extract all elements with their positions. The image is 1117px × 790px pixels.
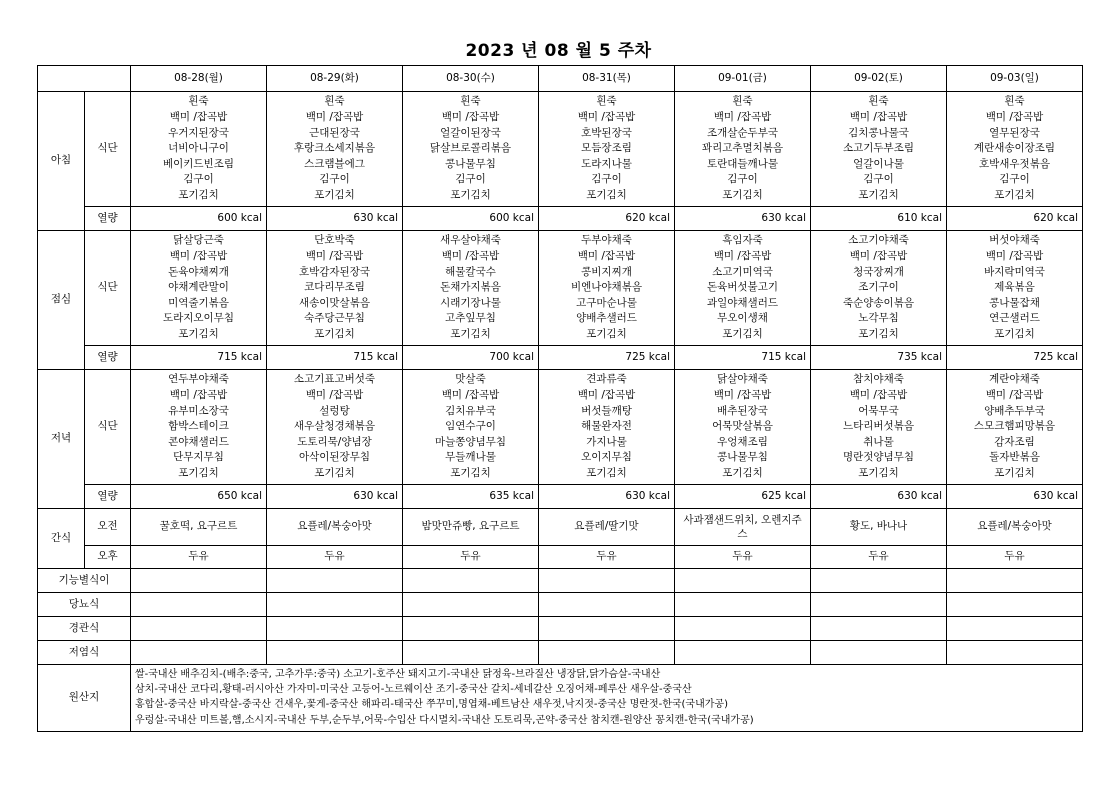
dish-item: 닭살당근죽 (173, 234, 224, 247)
dish-item: 백미 /잡곡밥 (713, 111, 772, 124)
dish-list (539, 372, 674, 481)
dish-item: 백미 /잡곡밥 (577, 389, 636, 402)
dish-item: 콩비지찌개 (581, 265, 632, 278)
dish-item: 백미 /잡곡밥 (305, 250, 364, 263)
origin-line: 홍합살-중국산 바지락살-중국산 건새우,꽃게-중국산 해파리-태국산 쭈꾸미,명엽채-베트남산 새우젓,낙지젓-중국산 명란젓-한국(국내가공) (135, 699, 728, 711)
dish-item: 소고기표고버섯죽 (293, 373, 376, 386)
dish-list (131, 233, 266, 342)
special-diet-cell (947, 641, 1083, 665)
dish-item: 고추잎무침 (445, 312, 496, 325)
dinner-kcal: 630 kcal (947, 485, 1083, 509)
am-snack: 요플레/복숭아맛 (267, 509, 403, 546)
dinner-menu-cell (947, 370, 1083, 485)
dish-item: 계란야채죽 (989, 373, 1040, 386)
dinner-menu-cell (131, 370, 267, 485)
dish-item: 열무된장국 (989, 126, 1040, 139)
dish-item: 포기김치 (858, 327, 899, 340)
breakfast-kcal: 610 kcal (811, 207, 947, 231)
dish-item: 느타리버섯볶음 (842, 420, 914, 433)
dinner-menu-cell (539, 370, 675, 485)
dish-item: 모듬장조림 (581, 142, 632, 155)
dish-item: 꽈리고추멸치볶음 (701, 142, 784, 155)
dish-item: 해물칼국수 (445, 265, 496, 278)
dish-item: 돈채가지볶음 (440, 281, 501, 294)
dish-list (403, 233, 538, 342)
special-diet-cell (947, 617, 1083, 641)
dish-item: 콩나물무침 (717, 451, 768, 464)
dish-item: 소고기야채죽 (848, 234, 909, 247)
dinner-kcal: 635 kcal (403, 485, 539, 509)
dish-item: 호박감자된장국 (298, 265, 370, 278)
dish-list (675, 372, 810, 481)
special-diet-cell (539, 641, 675, 665)
page-title: 2023 년 08 월 5 주차 (465, 41, 652, 61)
dish-item: 오이지무침 (581, 451, 632, 464)
calories-label: 열량 (85, 485, 131, 509)
lunch-kcal: 715 kcal (131, 346, 267, 370)
am-snack: 밤맛만쥬빵, 요구르트 (403, 509, 539, 546)
special-diet-label: 당뇨식 (38, 593, 131, 617)
dish-item: 백미 /잡곡밥 (849, 389, 908, 402)
dish-item: 백미 /잡곡밥 (849, 111, 908, 124)
dish-item: 콩나물무침 (445, 157, 496, 170)
dish-item: 가지나물 (586, 435, 627, 448)
dish-item: 김구이 (999, 173, 1030, 186)
dish-item: 두부야채죽 (581, 234, 632, 247)
dinner-menu-cell (267, 370, 403, 485)
dish-item: 포기김치 (722, 188, 763, 201)
lunch-menu-cell (811, 231, 947, 346)
snack-label: 간식 (38, 509, 85, 569)
dish-item: 취나물 (863, 435, 894, 448)
dish-item: 너비아니구이 (168, 142, 229, 155)
dish-item: 도라지오이무침 (162, 312, 234, 325)
dish-item: 돌자반볶음 (989, 451, 1040, 464)
dish-item: 포기김치 (178, 188, 219, 201)
calories-label: 열량 (85, 207, 131, 231)
origin-line: 삼치-국내산 코다리,황태-러시아산 가자미-미국산 고등어-노르웨이산 조기-중국산 갈치-세네갈산 오징어채-페루산 새우살-중국산 (135, 684, 692, 696)
dish-item: 김구이 (591, 173, 622, 186)
special-diet-cell (539, 593, 675, 617)
dish-item: 시래기장나물 (440, 296, 501, 309)
dish-item: 버섯들깨탕 (581, 404, 632, 417)
snack-line: 스 (737, 528, 748, 540)
dish-item: 미역줄기볶음 (168, 296, 229, 309)
dish-item: 양배추샐러드 (576, 312, 637, 325)
pm-snack: 두유 (539, 546, 675, 569)
dish-item: 새송이맛살볶음 (298, 296, 370, 309)
am-snack: 요플레/딸기맛 (539, 509, 675, 546)
origin-line: 우렁살-국내산 미트볼,햄,소시지-국내산 두부,순두부,어묵-수입산 다시멸치-국내산 도토리묵,곤약-중국산 참치캔-원양산 꽁치캔-한국(국내가공) (135, 714, 754, 726)
day-header: 08-29(화) (267, 66, 403, 92)
dish-item: 포기김치 (178, 327, 219, 340)
dinner-menu-cell (811, 370, 947, 485)
origin-line: 쌀-국내산 배추김치-(배추:중국, 고추가루:중국) 소고기-호주산 돼지고기-국내산 닭정육-브라질산 냉장닭,닭가슴살-국내산 (135, 669, 661, 680)
dish-item: 무들깨나물 (445, 451, 496, 464)
dish-item: 무오이생채 (717, 312, 768, 325)
day-header: 09-01(금) (675, 66, 811, 92)
dish-item: 호박된장국 (581, 126, 632, 139)
dish-item: 배추된장국 (717, 404, 768, 417)
dish-item: 포기김치 (994, 466, 1035, 479)
dish-item: 청국장찌개 (853, 265, 904, 278)
special-diet-label: 저염식 (38, 641, 131, 665)
am-snack: 꿀호떡, 요구르트 (131, 509, 267, 546)
dish-item: 임연수구이 (445, 420, 496, 433)
dish-item: 백미 /잡곡밥 (985, 250, 1044, 263)
dish-item: 흰죽 (596, 95, 617, 108)
special-diet-cell (131, 593, 267, 617)
pm-snack: 두유 (131, 546, 267, 569)
dish-item: 돈육야채찌개 (168, 265, 229, 278)
dish-item: 후랑크소세지볶음 (293, 142, 376, 155)
dish-item: 조개살순두부국 (706, 126, 778, 139)
dish-item: 흰죽 (868, 95, 889, 108)
day-header: 08-31(목) (539, 66, 675, 92)
dish-item: 어묵맛살볶음 (712, 420, 773, 433)
special-diet-cell (947, 569, 1083, 593)
dish-item: 닭살브로콜리볶음 (429, 142, 512, 155)
lunch-kcal: 735 kcal (811, 346, 947, 370)
dish-item: 제육볶음 (994, 281, 1035, 294)
dish-item: 흰죽 (732, 95, 753, 108)
breakfast-kcal: 630 kcal (267, 207, 403, 231)
special-diet-cell (675, 617, 811, 641)
dish-item: 얼갈이나물 (853, 157, 904, 170)
breakfast-kcal: 630 kcal (675, 207, 811, 231)
special-diet-cell (267, 593, 403, 617)
special-diet-cell (675, 569, 811, 593)
special-diet-cell (403, 617, 539, 641)
dish-item: 소고기미역국 (712, 265, 773, 278)
dish-item: 포기김치 (586, 327, 627, 340)
dish-item: 흰죽 (1004, 95, 1025, 108)
dish-item: 도토리묵/양념장 (297, 435, 372, 448)
dish-item: 우거지된장국 (168, 126, 229, 139)
dish-item: 단무지무침 (173, 451, 224, 464)
dish-item: 바지락미역국 (984, 265, 1045, 278)
special-diet-cell (267, 617, 403, 641)
dish-item: 포기김치 (994, 327, 1035, 340)
dish-item: 백미 /잡곡밥 (849, 250, 908, 263)
dish-item: 백미 /잡곡밥 (441, 389, 500, 402)
dinner-kcal: 630 kcal (267, 485, 403, 509)
dish-item: 스크램블에그 (304, 157, 365, 170)
dish-item: 어묵무국 (858, 404, 899, 417)
dish-item: 참치야채죽 (853, 373, 904, 386)
dish-item: 김치콩나물국 (848, 126, 909, 139)
lunch-menu-cell (539, 231, 675, 346)
pm-label: 오후 (85, 546, 131, 569)
dish-item: 백미 /잡곡밥 (713, 250, 772, 263)
dish-item: 함박스테이크 (168, 420, 229, 433)
dish-item: 연두부야채죽 (168, 373, 229, 386)
dish-item: 코다리무조림 (304, 281, 365, 294)
dish-item: 김구이 (319, 173, 350, 186)
special-diet-cell (403, 593, 539, 617)
dish-item: 죽순양송이볶음 (842, 296, 914, 309)
lunch-menu-cell (947, 231, 1083, 346)
snack-line: 사과잼샌드위치, 오렌지주 (683, 514, 802, 526)
dish-list (131, 372, 266, 481)
corner-cell (38, 66, 131, 92)
dish-item: 백미 /잡곡밥 (577, 111, 636, 124)
special-diet-cell (403, 641, 539, 665)
dish-item: 베이키드빈조림 (162, 157, 234, 170)
dish-item: 포기김치 (858, 188, 899, 201)
dish-item: 연근샐러드 (989, 312, 1040, 325)
special-diet-cell (539, 617, 675, 641)
dish-item: 백미 /잡곡밥 (305, 111, 364, 124)
origin-label: 원산지 (38, 665, 131, 732)
dish-item: 포기김치 (722, 327, 763, 340)
lunch-menu-cell (131, 231, 267, 346)
dish-item: 양배추두부국 (984, 404, 1045, 417)
dish-item: 조기구이 (858, 281, 899, 294)
dish-item: 우엉채조림 (717, 435, 768, 448)
dish-item: 백미 /잡곡밥 (441, 111, 500, 124)
am-label: 오전 (85, 509, 131, 546)
dish-list (267, 233, 402, 342)
breakfast-menu-cell (267, 92, 403, 207)
special-diet-cell (811, 641, 947, 665)
dish-list (403, 94, 538, 203)
dinner-menu-cell (675, 370, 811, 485)
dish-item: 닭살야채죽 (717, 373, 768, 386)
dinner-menu-cell (403, 370, 539, 485)
dish-item: 김구이 (727, 173, 758, 186)
dish-item: 아삭이된장무침 (298, 451, 370, 464)
pm-snack: 두유 (403, 546, 539, 569)
special-diet-cell (267, 641, 403, 665)
special-diet-cell (131, 617, 267, 641)
dish-item: 포기김치 (722, 466, 763, 479)
dish-list (539, 233, 674, 342)
dish-item: 포기김치 (586, 466, 627, 479)
dish-item: 도라지나물 (581, 157, 632, 170)
am-snack: 황도, 바나나 (811, 509, 947, 546)
dish-item: 백미 /잡곡밥 (169, 250, 228, 263)
dish-item: 근대된장국 (309, 126, 360, 139)
dish-item: 비엔나야채볶음 (570, 281, 642, 294)
day-header: 08-30(수) (403, 66, 539, 92)
dish-item: 맛살죽 (455, 373, 486, 386)
breakfast-label: 아침 (38, 92, 85, 231)
dish-item: 백미 /잡곡밥 (577, 250, 636, 263)
dish-list (947, 94, 1082, 203)
dish-item: 흰죽 (460, 95, 481, 108)
dish-item: 야채계란말이 (168, 281, 229, 294)
dish-item: 백미 /잡곡밥 (713, 389, 772, 402)
special-diet-cell (403, 569, 539, 593)
breakfast-kcal: 620 kcal (947, 207, 1083, 231)
dish-item: 단호박죽 (314, 234, 355, 247)
special-diet-cell (811, 569, 947, 593)
breakfast-menu-cell (131, 92, 267, 207)
special-diet-cell (811, 617, 947, 641)
dinner-kcal: 625 kcal (675, 485, 811, 509)
day-header: 09-03(일) (947, 66, 1083, 92)
dinner-kcal: 650 kcal (131, 485, 267, 509)
special-diet-cell (131, 641, 267, 665)
lunch-menu-cell (403, 231, 539, 346)
dish-item: 감자조림 (994, 435, 1035, 448)
dish-list (947, 233, 1082, 342)
dish-item: 김치유부국 (445, 404, 496, 417)
lunch-menu-cell (267, 231, 403, 346)
origin-text (131, 665, 1083, 732)
breakfast-menu-cell (403, 92, 539, 207)
dish-list (811, 233, 946, 342)
day-header: 08-28(월) (131, 66, 267, 92)
dish-item: 김구이 (183, 173, 214, 186)
am-snack: 요플레/복숭아맛 (947, 509, 1083, 546)
dish-item: 새우살청경채볶음 (293, 420, 376, 433)
special-diet-cell (131, 569, 267, 593)
special-diet-cell (947, 593, 1083, 617)
dish-item: 견과류죽 (586, 373, 627, 386)
dish-item: 고구마순나물 (576, 296, 637, 309)
dish-item: 새우살야채죽 (440, 234, 501, 247)
dish-item: 명란젓양념무침 (842, 451, 914, 464)
dish-item: 포기김치 (178, 466, 219, 479)
dinner-kcal: 630 kcal (539, 485, 675, 509)
special-diet-cell (267, 569, 403, 593)
calories-label: 열량 (85, 346, 131, 370)
dish-item: 포기김치 (314, 188, 355, 201)
breakfast-kcal: 600 kcal (131, 207, 267, 231)
menu-label: 식단 (85, 92, 131, 207)
pm-snack: 두유 (811, 546, 947, 569)
dish-list (675, 233, 810, 342)
dish-list (403, 372, 538, 481)
special-diet-label: 기능별식이 (38, 569, 131, 593)
dish-item: 백미 /잡곡밥 (169, 111, 228, 124)
lunch-menu-cell (675, 231, 811, 346)
menu-label: 식단 (85, 231, 131, 346)
dinner-label: 저녁 (38, 370, 85, 509)
lunch-label: 점심 (38, 231, 85, 370)
dish-item: 유부미소장국 (168, 404, 229, 417)
dish-item: 백미 /잡곡밥 (441, 250, 500, 263)
pm-snack: 두유 (947, 546, 1083, 569)
breakfast-menu-cell (539, 92, 675, 207)
day-header: 09-02(토) (811, 66, 947, 92)
special-diet-cell (539, 569, 675, 593)
dish-item: 토란대들깨나물 (706, 157, 778, 170)
dish-item: 흰죽 (188, 95, 209, 108)
dish-item: 흑임자죽 (722, 234, 763, 247)
dish-item: 노각무침 (858, 312, 899, 325)
dish-item: 포기김치 (450, 327, 491, 340)
breakfast-menu-cell (947, 92, 1083, 207)
dish-item: 돈육버섯불고기 (706, 281, 778, 294)
dish-item: 포기김치 (314, 327, 355, 340)
pm-snack: 두유 (267, 546, 403, 569)
special-diet-cell (675, 593, 811, 617)
dish-item: 김구이 (863, 173, 894, 186)
dish-item: 포기김치 (858, 466, 899, 479)
am-snack (675, 509, 811, 546)
dish-item: 버섯야채죽 (989, 234, 1040, 247)
menu-label: 식단 (85, 370, 131, 485)
lunch-kcal: 700 kcal (403, 346, 539, 370)
dinner-kcal: 630 kcal (811, 485, 947, 509)
dish-list (267, 372, 402, 481)
breakfast-menu-cell (675, 92, 811, 207)
lunch-kcal: 725 kcal (539, 346, 675, 370)
dish-list (267, 94, 402, 203)
dish-item: 얼갈이된장국 (440, 126, 501, 139)
dish-item: 마늘쫑양념무침 (434, 435, 506, 448)
special-diet-label: 경관식 (38, 617, 131, 641)
dish-item: 흰죽 (324, 95, 345, 108)
dish-item: 백미 /잡곡밥 (169, 389, 228, 402)
dish-item: 포기김치 (994, 188, 1035, 201)
breakfast-menu-cell (811, 92, 947, 207)
dish-list (947, 372, 1082, 481)
lunch-kcal: 715 kcal (267, 346, 403, 370)
dish-item: 숙주당근무침 (304, 312, 365, 325)
dish-item: 해물완자전 (581, 420, 632, 433)
pm-snack: 두유 (675, 546, 811, 569)
lunch-kcal: 715 kcal (675, 346, 811, 370)
dish-list (539, 94, 674, 203)
dish-item: 호박새우젓볶음 (978, 157, 1050, 170)
special-diet-cell (811, 593, 947, 617)
dish-item: 콩나물잡채 (989, 296, 1040, 309)
dish-item: 포기김치 (586, 188, 627, 201)
dish-item: 계란새송이장조림 (973, 142, 1056, 155)
dish-item: 소고기두부조림 (842, 142, 914, 155)
dish-item: 설렁탕 (319, 404, 350, 417)
dish-item: 스모크햄피망볶음 (973, 420, 1056, 433)
dish-item: 콘야채샐러드 (168, 435, 229, 448)
dish-item: 백미 /잡곡밥 (985, 389, 1044, 402)
dish-list (811, 94, 946, 203)
breakfast-kcal: 600 kcal (403, 207, 539, 231)
dish-item: 포기김치 (314, 466, 355, 479)
dish-list (131, 94, 266, 203)
dish-item: 김구이 (455, 173, 486, 186)
dish-item: 포기김치 (450, 466, 491, 479)
dish-list (811, 372, 946, 481)
dish-item: 백미 /잡곡밥 (985, 111, 1044, 124)
lunch-kcal: 725 kcal (947, 346, 1083, 370)
dish-item: 포기김치 (450, 188, 491, 201)
special-diet-cell (675, 641, 811, 665)
dish-item: 백미 /잡곡밥 (305, 389, 364, 402)
dish-item: 과일야채샐러드 (706, 296, 778, 309)
dish-list (675, 94, 810, 203)
weekly-menu-table (37, 65, 1083, 732)
breakfast-kcal: 620 kcal (539, 207, 675, 231)
